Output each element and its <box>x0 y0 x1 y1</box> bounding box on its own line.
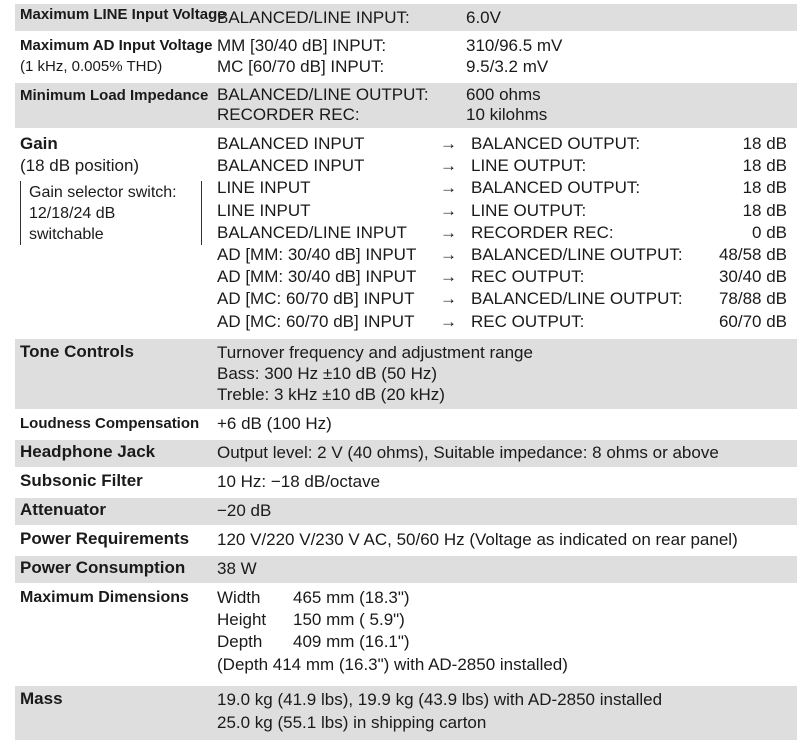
row-min-load <box>15 83 797 128</box>
mass-line-2: 25.0 kg (55.1 lbs) in shipping carton <box>217 713 487 732</box>
sublabel-gain: (18 dB position) <box>20 156 140 175</box>
ad-input-mc-value: 9.5/3.2 mV <box>466 57 549 76</box>
label-gain: Gain <box>20 134 58 153</box>
dim-width-value: 465 mm (18.3") <box>293 588 410 607</box>
label-tone: Tone Controls <box>20 342 134 361</box>
gain-row-to: BALANCED/LINE OUTPUT: <box>471 245 683 264</box>
tone-line-1: Turnover frequency and adjustment range <box>217 343 533 362</box>
power-cons-value: 38 W <box>217 559 257 578</box>
row-dimensions <box>15 585 797 681</box>
gain-row-from: AD [MC: 60/70 dB] INPUT <box>217 311 415 331</box>
tone-treble: Treble: 3 kHz ±10 dB (20 kHz) <box>217 385 445 404</box>
gain-note-line-2: 12/18/24 dB <box>29 205 116 222</box>
dim-width-name: Width <box>217 588 261 607</box>
row-headphone <box>15 440 797 467</box>
gain-row-to: BALANCED/LINE OUTPUT: <box>471 289 683 309</box>
sublabel-max-ad-input: (1 kHz, 0.005% THD) <box>20 58 163 75</box>
gain-row-arrow: → <box>440 134 457 153</box>
min-load-bal-name: BALANCED/LINE OUTPUT: <box>217 85 429 104</box>
row-attenuator <box>15 498 797 525</box>
tone-bass: Bass: 300 Hz ±10 dB (50 Hz) <box>217 364 438 383</box>
gain-row-value: 18 dB <box>742 200 787 220</box>
min-load-bal-value: 600 ohms <box>466 85 541 104</box>
gain-row-arrow: → <box>440 200 457 220</box>
gain-row-value: 0 dB <box>752 222 787 242</box>
gain-row-value: 18 dB <box>742 156 787 176</box>
gain-row-arrow: → <box>440 222 457 242</box>
gain-row-arrow: → <box>440 245 457 264</box>
min-load-rec-name: RECORDER REC: <box>217 105 360 124</box>
gain-row-value: 60/70 dB <box>718 311 787 331</box>
gain-row-value: 78/88 dB <box>718 289 787 309</box>
row-gain <box>15 131 797 337</box>
gain-row-to: BALANCED OUTPUT: <box>471 178 641 198</box>
min-load-rec-value: 10 kilohms <box>466 105 548 124</box>
gain-row-to: LINE OUTPUT: <box>471 156 587 176</box>
label-min-load: Minimum Load Impedance <box>20 87 209 104</box>
dim-depth-value: 409 mm (16.1") <box>293 632 410 651</box>
label-power-req: Power Requirements <box>20 529 190 548</box>
row-max-ad-input <box>15 33 797 81</box>
gain-row-to: REC OUTPUT: <box>471 311 585 331</box>
gain-row-value: 18 dB <box>742 178 787 198</box>
power-req-value: 120 V/220 V/230 V AC, 50/60 Hz (Voltage as indicated on rear panel) <box>217 530 738 549</box>
label-loudness: Loudness Compensation <box>20 415 200 432</box>
ad-input-mc-name: MC [60/70 dB] INPUT: <box>217 57 385 76</box>
gain-note-line-1: Gain selector switch: <box>29 184 177 201</box>
gain-row-to: REC OUTPUT: <box>471 267 585 287</box>
row-tone <box>15 339 797 409</box>
dim-height-value: 150 mm ( 5.9") <box>293 610 405 629</box>
gain-row-from: BALANCED INPUT <box>217 134 365 153</box>
row-max-line-input <box>15 4 797 31</box>
max-line-input-name: BALANCED/LINE INPUT: <box>217 8 410 27</box>
gain-row-from: AD [MM: 30/40 dB] INPUT <box>217 267 417 287</box>
label-subsonic: Subsonic Filter <box>20 471 143 490</box>
label-headphone: Headphone Jack <box>20 442 156 461</box>
row-power-req <box>15 527 797 554</box>
ad-input-mm-name: MM [30/40 dB] INPUT: <box>217 36 387 55</box>
mass-line-1: 19.0 kg (41.9 lbs), 19.9 kg (43.9 lbs) with AD-2850 installed <box>217 690 663 709</box>
subsonic-value: 10 Hz: −18 dB/octave <box>217 472 381 491</box>
gain-selector-note <box>20 181 202 245</box>
label-power-cons: Power Consumption <box>20 558 186 577</box>
gain-row-arrow: → <box>440 311 457 331</box>
gain-row-from: LINE INPUT <box>217 178 311 198</box>
dim-height-name: Height <box>217 610 267 629</box>
label-mass: Mass <box>20 689 63 708</box>
row-subsonic <box>15 469 797 496</box>
gain-row-from: LINE INPUT <box>217 200 311 220</box>
row-loudness <box>15 411 797 438</box>
gain-row-to: RECORDER REC: <box>471 222 614 242</box>
gain-row-value: 18 dB <box>742 134 787 153</box>
label-max-line-input: Maximum LINE Input Voltage <box>20 6 226 23</box>
gain-row-value: 48/58 dB <box>718 245 787 264</box>
row-mass <box>15 686 797 740</box>
label-max-ad-input: Maximum AD Input Voltage <box>20 37 213 54</box>
ad-input-mm-value: 310/96.5 mV <box>466 36 563 55</box>
gain-row-from: AD [MM: 30/40 dB] INPUT <box>217 245 417 264</box>
gain-row-from: AD [MC: 60/70 dB] INPUT <box>217 289 415 309</box>
label-dimensions: Maximum Dimensions <box>20 589 189 606</box>
gain-row-arrow: → <box>440 289 457 309</box>
attenuator-value: −20 dB <box>217 501 272 520</box>
dim-depth-name: Depth <box>217 632 263 651</box>
row-power-cons <box>15 556 797 583</box>
gain-note-line-3: switchable <box>29 226 104 243</box>
gain-row-to: BALANCED OUTPUT: <box>471 134 641 153</box>
max-line-input-value: 6.0V <box>466 8 501 27</box>
gain-row-arrow: → <box>440 156 457 176</box>
gain-row-arrow: → <box>440 267 457 287</box>
headphone-value: Output level: 2 V (40 ohms), Suitable impedance: 8 ohms or above <box>217 443 719 462</box>
dim-note: (Depth 414 mm (16.3") with AD-2850 installed) <box>217 655 568 674</box>
gain-row-from: BALANCED INPUT <box>217 156 365 176</box>
gain-row-arrow: → <box>440 178 457 198</box>
loudness-value: +6 dB (100 Hz) <box>217 414 332 433</box>
label-attenuator: Attenuator <box>20 500 106 519</box>
gain-row-value: 30/40 dB <box>718 267 787 287</box>
gain-row-from: BALANCED/LINE INPUT <box>217 222 407 242</box>
gain-row-to: LINE OUTPUT: <box>471 200 587 220</box>
